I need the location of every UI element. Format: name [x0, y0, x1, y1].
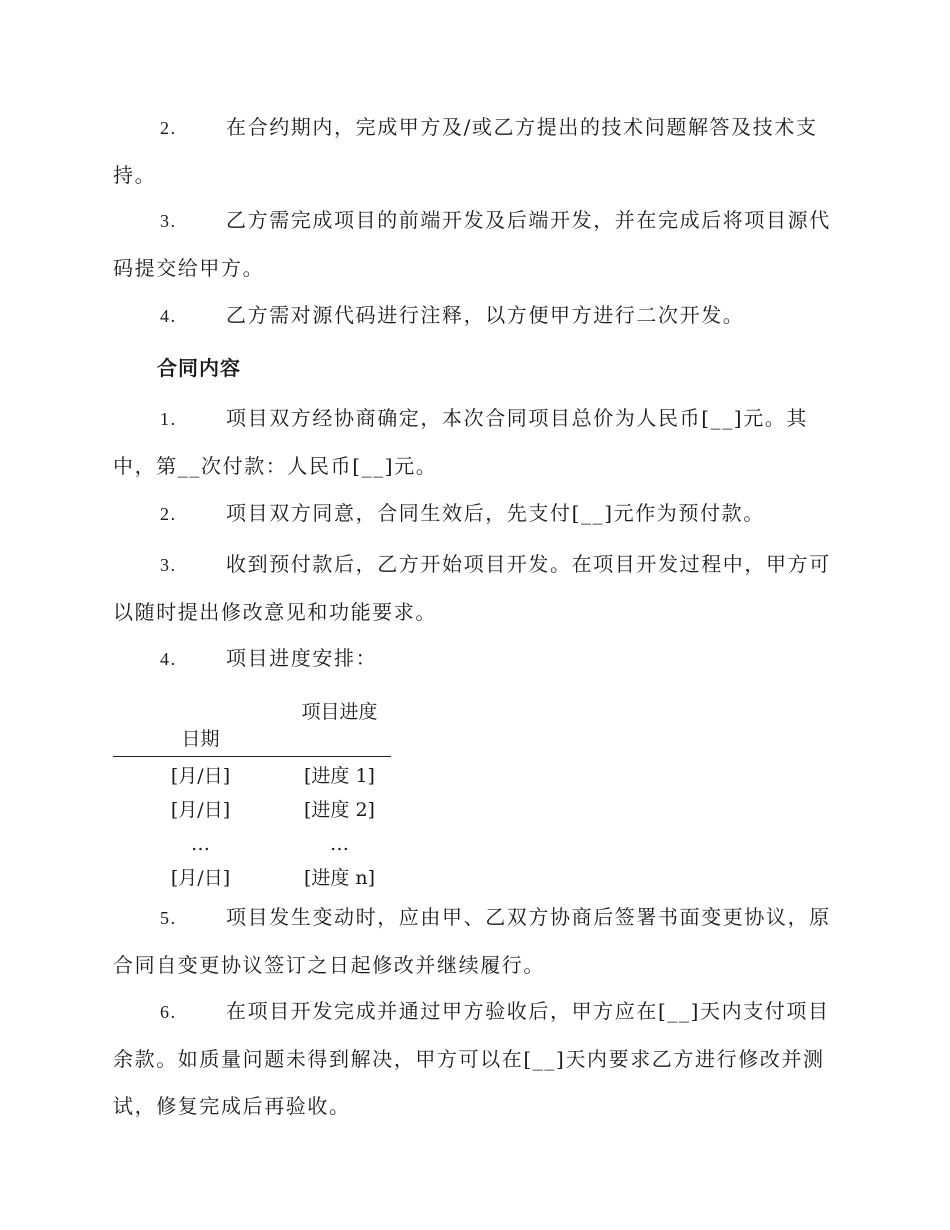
contract-item-3: [113, 541, 833, 636]
table-row: [113, 825, 391, 859]
table-cell-date: …: [191, 833, 210, 855]
item-text: 项目双方同意，合同生效后，先支付[__]元作为预付款。: [226, 501, 765, 525]
item-number: 6.: [160, 1002, 177, 1022]
table-cell-date: [月/日]: [170, 867, 231, 889]
contract-item-4: [113, 635, 833, 683]
table-cell-progress: …: [330, 833, 349, 855]
section-heading: 合同内容: [157, 356, 241, 380]
table-cell-progress: [进度 2]: [304, 799, 375, 821]
table-row: [113, 791, 391, 825]
item-text: 在项目开发完成并通过甲方验收后，甲方应在[__]天内支付项目余款。如质量问题未得到解决，甲方可以在[__]天内要求乙方进行修改并测试，修复完成后再验收。: [113, 999, 830, 1118]
table-cell-date: [月/日]: [170, 765, 231, 787]
table-cell-date: [月/日]: [170, 799, 231, 821]
item-text: 乙方需完成项目的前端开发及后端开发，并在完成后将项目源代码提交给甲方。: [113, 208, 831, 280]
column-header-date: 日期: [181, 728, 220, 750]
item-number: 3.: [160, 211, 177, 231]
table-row: [113, 859, 391, 893]
item-text: 项目进度安排：: [226, 646, 378, 670]
item-number: 1.: [160, 409, 177, 429]
table-cell-progress: [进度 1]: [304, 765, 375, 787]
contract-item-5: [113, 894, 833, 989]
item-number: 2.: [160, 118, 177, 138]
table-row: [113, 757, 391, 791]
item-text: 乙方需对源代码进行注释，以方便甲方进行二次开发。: [226, 303, 745, 327]
paragraph-item-3: [113, 197, 833, 292]
schedule-table: [113, 698, 391, 893]
contract-item-2: [113, 490, 833, 538]
contract-item-1: [113, 395, 833, 490]
contract-item-6: [113, 988, 833, 1130]
paragraph-item-2: [113, 104, 833, 199]
item-number: 4.: [160, 306, 177, 326]
paragraph-item-4: [113, 292, 833, 340]
item-text: 收到预付款后，乙方开始项目开发。在项目开发过程中，甲方可以随时提出修改意见和功能要求。: [113, 552, 831, 624]
item-number: 2.: [160, 504, 177, 524]
item-text: 在合约期内，完成甲方及/或乙方提出的技术问题解答及技术支持。: [113, 115, 818, 187]
table-cell-progress: [进度 n]: [303, 867, 376, 889]
item-number: 5.: [160, 908, 177, 928]
item-number: 3.: [160, 555, 177, 575]
item-text: 项目双方经协商确定，本次合同项目总价为人民币[__]元。其中，第__次付款：人民币[__]元。: [113, 406, 809, 478]
item-text: 项目发生变动时，应由甲、乙双方协商后签署书面变更协议，原合同自变更协议签订之日起修改并继续履行。: [113, 905, 831, 977]
table-header: [113, 698, 391, 757]
item-number: 4.: [160, 649, 177, 669]
column-header-progress: 项目进度: [301, 701, 378, 723]
